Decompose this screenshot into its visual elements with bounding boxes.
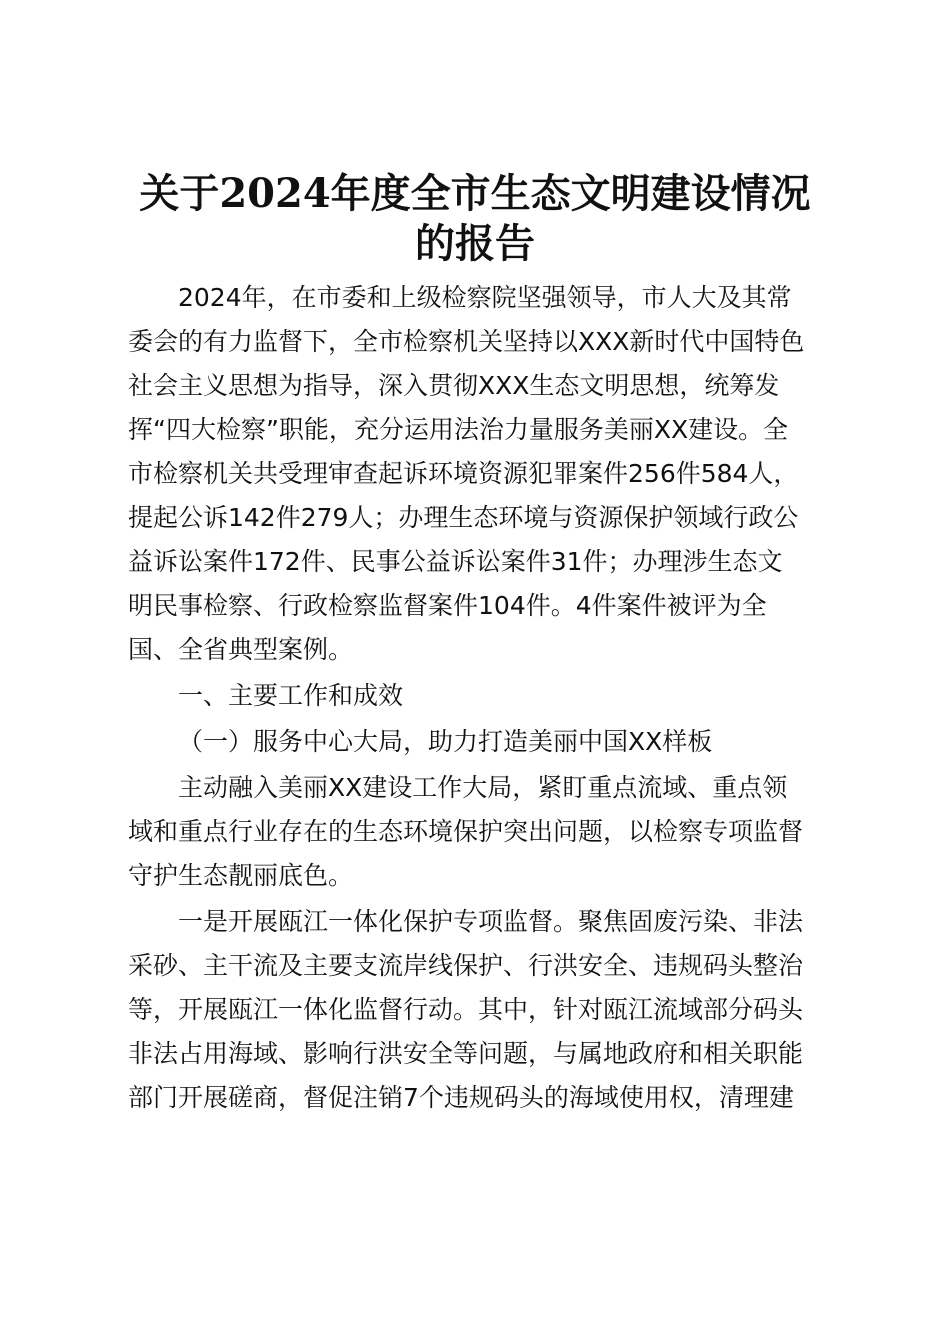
paragraph-line: 等，开展瓯江一体化监督行动。其中，针对瓯江流域部分码头 — [128, 995, 804, 1024]
document-title-line-2: 的报告 — [415, 220, 535, 267]
paragraph-line: 2024年，在市委和上级检察院坚强领导，市人大及其常 — [178, 283, 792, 312]
paragraph-line: 社会主义思想为指导，深入贯彻XXX生态文明思想，统筹发 — [128, 371, 780, 400]
paragraph-line: 国、全省典型案例。 — [128, 635, 354, 664]
paragraph-line: 挥“四大检察”职能，充分运用法治力量服务美丽XX建设。全 — [128, 415, 789, 444]
paragraph-line: 非法占用海域、影响行洪安全等问题，与属地政府和相关职能 — [128, 1039, 804, 1068]
paragraph-line: 明民事检察、行政检察监督案件104件。4件案件被评为全 — [128, 591, 767, 620]
paragraph-line: 主动融入美丽XX建设工作大局，紧盯重点流域、重点领 — [178, 773, 788, 802]
subsection-heading: （一）服务中心大局，助力打造美丽中国XX样板 — [178, 727, 713, 756]
paragraph-line: 部门开展磋商，督促注销7个违规码头的海域使用权，清理建 — [128, 1083, 794, 1112]
paragraph-line: 益诉讼案件172件、民事公益诉讼案件31件；办理涉生态文 — [128, 547, 783, 576]
document-title-line-1: 关于2024年度全市生态文明建设情况 — [139, 170, 811, 217]
section-heading: 一、主要工作和成效 — [178, 681, 404, 710]
paragraph-line: 委会的有力监督下，全市检察机关坚持以XXX新时代中国特色 — [128, 327, 805, 356]
paragraph-line: 守护生态靓丽底色。 — [128, 861, 354, 890]
paragraph-line: 采砂、主干流及主要支流岸线保护、行洪安全、违规码头整治 — [128, 951, 804, 980]
paragraph-line: 一是开展瓯江一体化保护专项监督。聚焦固废污染、非法 — [178, 907, 804, 936]
paragraph-line: 市检察机关共受理审查起诉环境资源犯罪案件256件584人， — [128, 459, 799, 488]
paragraph-line: 提起公诉142件279人；办理生态环境与资源保护领域行政公 — [128, 503, 799, 532]
paragraph-line: 域和重点行业存在的生态环境保护突出问题，以检察专项监督 — [128, 817, 804, 846]
